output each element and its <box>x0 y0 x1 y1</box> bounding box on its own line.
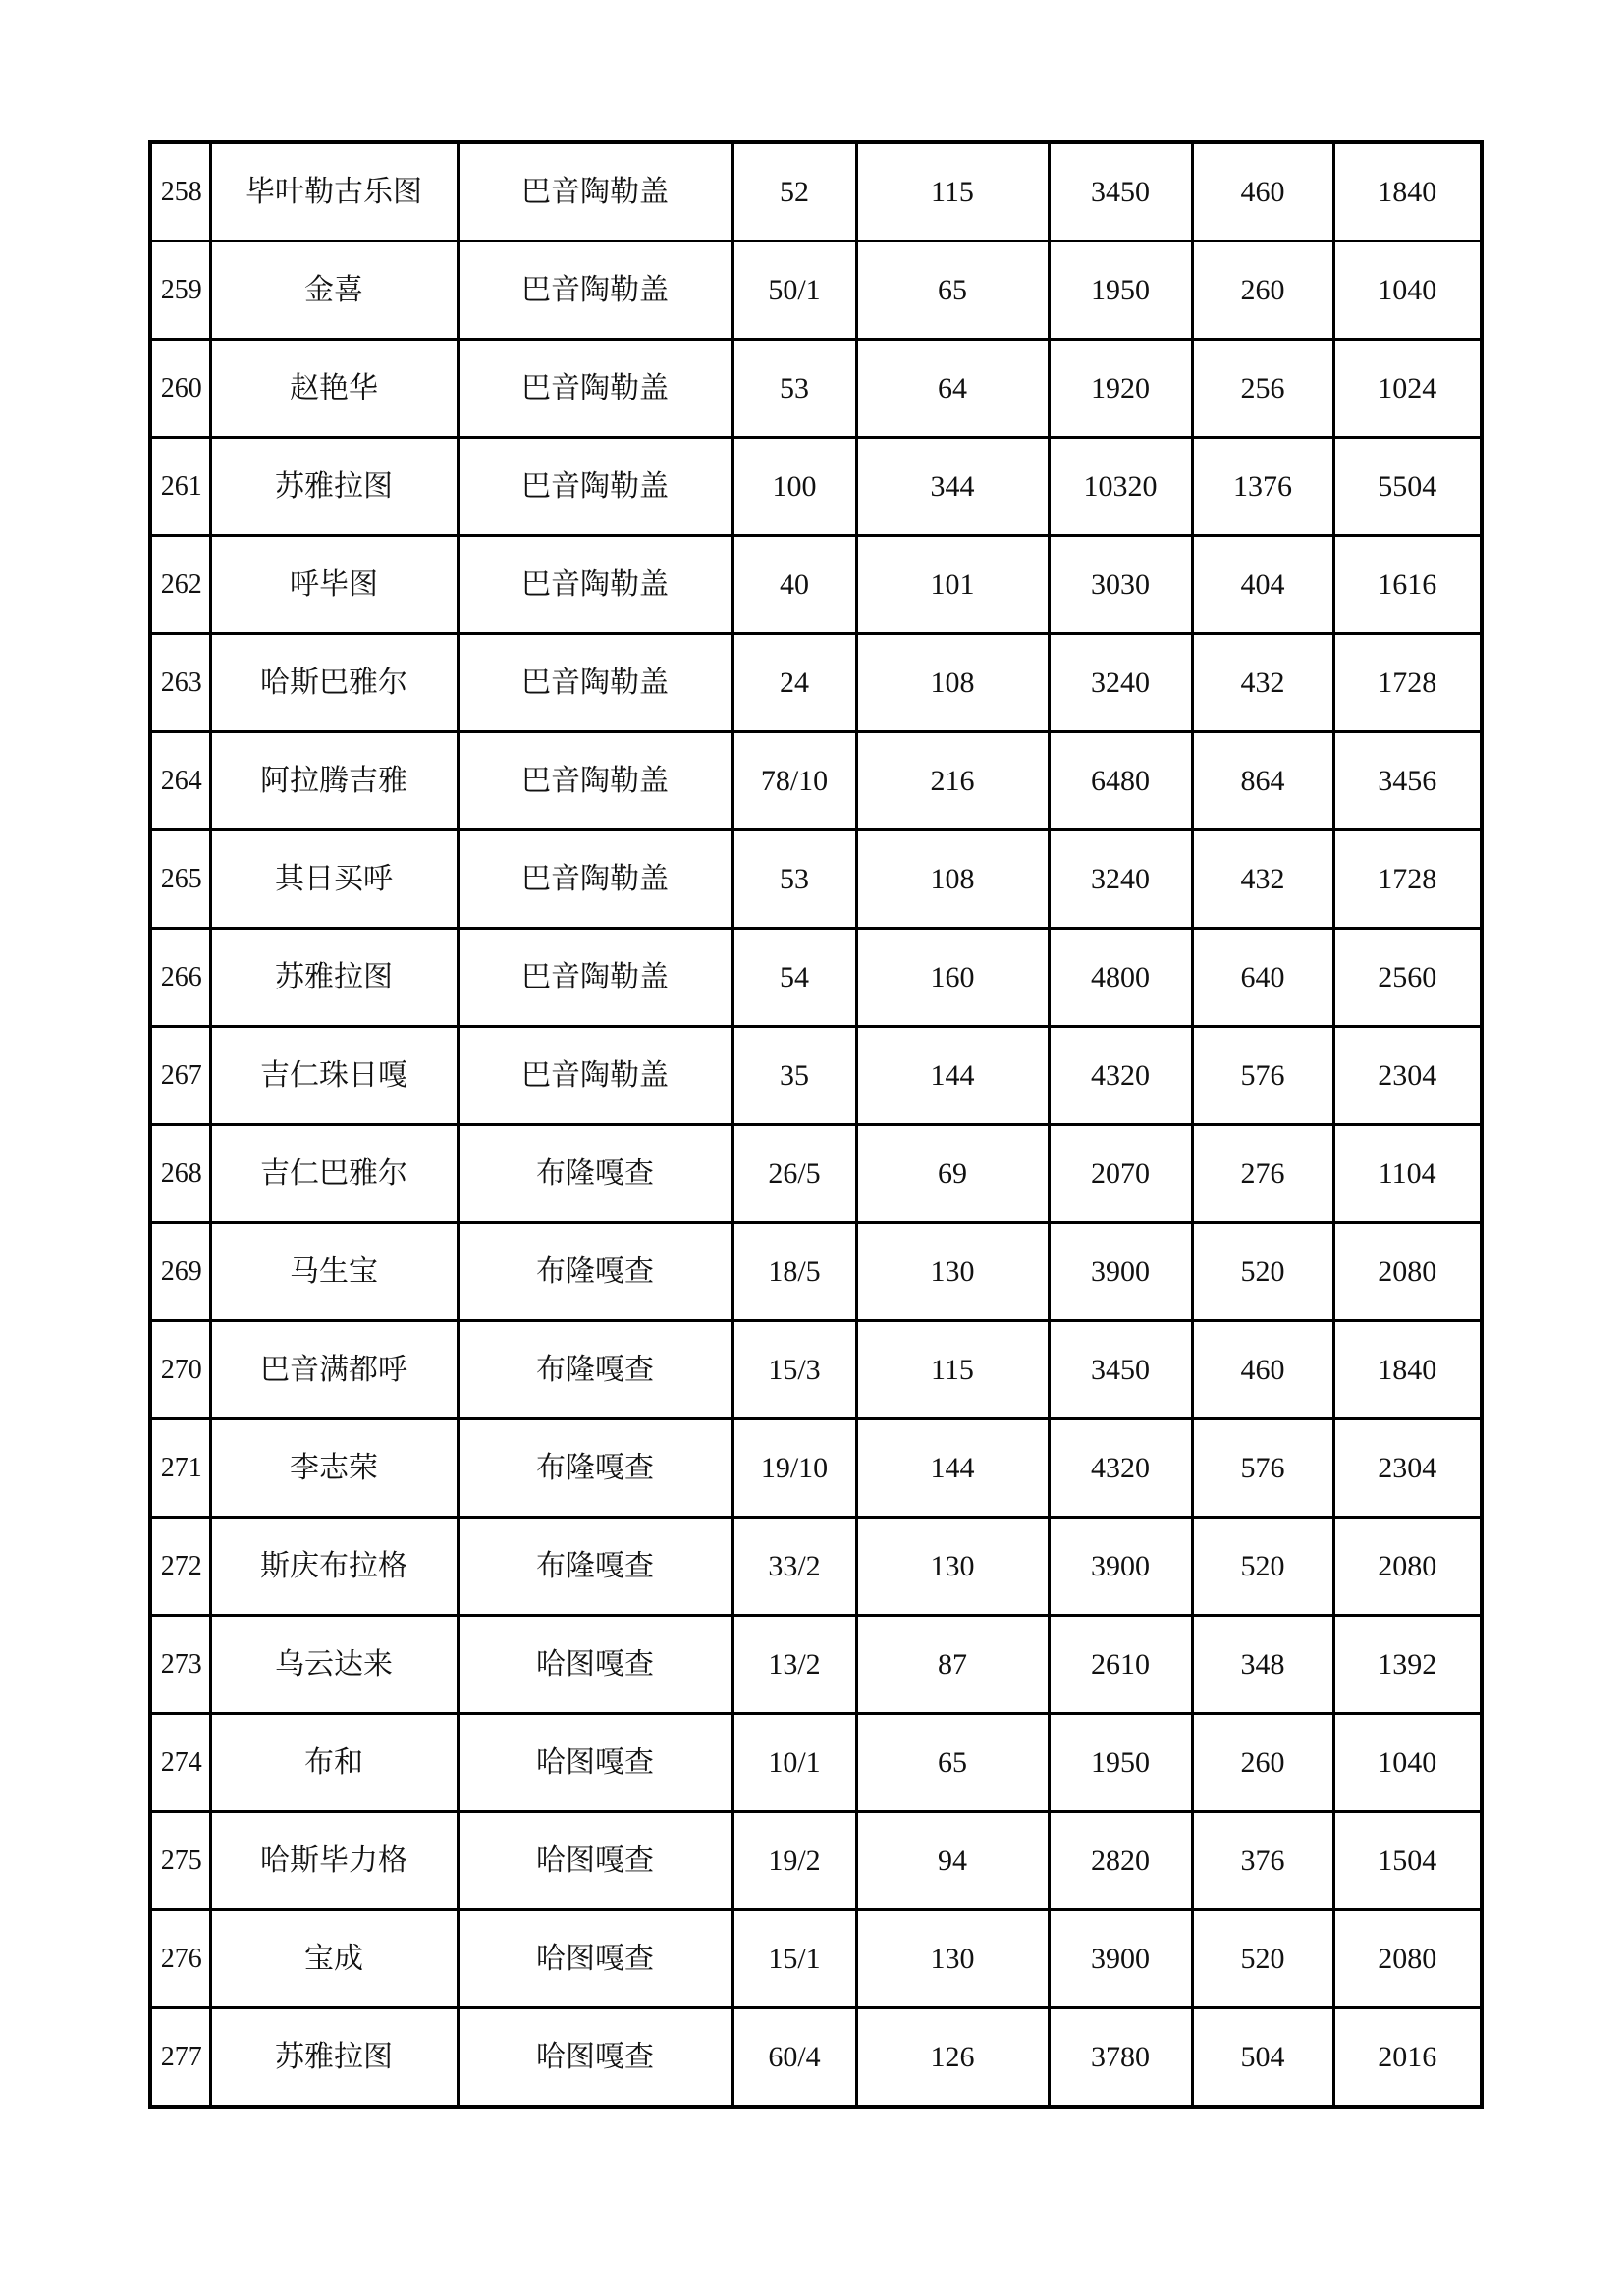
name-cell: 宝成 <box>210 1910 458 2008</box>
value-cell-4: 1840 <box>1333 142 1482 241</box>
place-cell: 布隆嘎查 <box>458 1518 732 1616</box>
row-number-cell: 263 <box>150 634 210 732</box>
value-cell-4: 1040 <box>1333 241 1482 340</box>
place-cell: 布隆嘎查 <box>458 1223 732 1321</box>
value-cell-3: 432 <box>1192 634 1333 732</box>
name-cell: 阿拉腾吉雅 <box>210 732 458 830</box>
name-cell: 吉仁珠日嘎 <box>210 1027 458 1125</box>
value-cell-2: 3240 <box>1049 830 1192 929</box>
row-number-cell: 259 <box>150 241 210 340</box>
name-cell: 吉仁巴雅尔 <box>210 1125 458 1223</box>
table-row <box>150 438 1482 536</box>
area-cell: 54 <box>732 929 856 1027</box>
value-cell-4: 1392 <box>1333 1616 1482 1714</box>
data-table <box>148 140 1484 2109</box>
area-cell: 19/2 <box>732 1812 856 1910</box>
value-cell-4: 1104 <box>1333 1125 1482 1223</box>
value-cell-3: 260 <box>1192 241 1333 340</box>
value-cell-3: 864 <box>1192 732 1333 830</box>
value-cell-1: 64 <box>856 340 1049 438</box>
table-row <box>150 1910 1482 2008</box>
value-cell-3: 376 <box>1192 1812 1333 1910</box>
value-cell-2: 3900 <box>1049 1910 1192 2008</box>
row-number-cell: 262 <box>150 536 210 634</box>
value-cell-4: 3456 <box>1333 732 1482 830</box>
table-row <box>150 1321 1482 1419</box>
table-row <box>150 2008 1482 2108</box>
table-row <box>150 929 1482 1027</box>
area-cell: 13/2 <box>732 1616 856 1714</box>
value-cell-2: 2070 <box>1049 1125 1192 1223</box>
place-cell: 巴音陶勒盖 <box>458 241 732 340</box>
table-row <box>150 634 1482 732</box>
row-number-cell: 260 <box>150 340 210 438</box>
value-cell-4: 2080 <box>1333 1910 1482 2008</box>
place-cell: 布隆嘎查 <box>458 1321 732 1419</box>
area-cell: 78/10 <box>732 732 856 830</box>
table-row <box>150 142 1482 241</box>
value-cell-1: 144 <box>856 1419 1049 1518</box>
area-cell: 53 <box>732 830 856 929</box>
area-cell: 19/10 <box>732 1419 856 1518</box>
table-row <box>150 1518 1482 1616</box>
place-cell: 哈图嘎查 <box>458 1910 732 2008</box>
table-row <box>150 1125 1482 1223</box>
place-cell: 巴音陶勒盖 <box>458 929 732 1027</box>
name-cell: 哈斯巴雅尔 <box>210 634 458 732</box>
place-cell: 巴音陶勒盖 <box>458 142 732 241</box>
area-cell: 26/5 <box>732 1125 856 1223</box>
value-cell-2: 3240 <box>1049 634 1192 732</box>
value-cell-2: 1950 <box>1049 1714 1192 1812</box>
table-row <box>150 1812 1482 1910</box>
place-cell: 哈图嘎查 <box>458 1812 732 1910</box>
value-cell-1: 65 <box>856 241 1049 340</box>
value-cell-4: 2080 <box>1333 1223 1482 1321</box>
row-number-cell: 274 <box>150 1714 210 1812</box>
value-cell-1: 115 <box>856 142 1049 241</box>
area-cell: 60/4 <box>732 2008 856 2108</box>
row-number-cell: 271 <box>150 1419 210 1518</box>
value-cell-2: 3900 <box>1049 1518 1192 1616</box>
value-cell-1: 130 <box>856 1910 1049 2008</box>
value-cell-1: 108 <box>856 634 1049 732</box>
name-cell: 金喜 <box>210 241 458 340</box>
place-cell: 巴音陶勒盖 <box>458 830 732 929</box>
value-cell-3: 640 <box>1192 929 1333 1027</box>
table-row <box>150 1223 1482 1321</box>
value-cell-2: 3030 <box>1049 536 1192 634</box>
value-cell-3: 404 <box>1192 536 1333 634</box>
value-cell-4: 1504 <box>1333 1812 1482 1910</box>
value-cell-2: 2610 <box>1049 1616 1192 1714</box>
value-cell-1: 87 <box>856 1616 1049 1714</box>
value-cell-3: 276 <box>1192 1125 1333 1223</box>
value-cell-1: 94 <box>856 1812 1049 1910</box>
place-cell: 巴音陶勒盖 <box>458 536 732 634</box>
name-cell: 苏雅拉图 <box>210 438 458 536</box>
value-cell-3: 460 <box>1192 1321 1333 1419</box>
value-cell-4: 2304 <box>1333 1027 1482 1125</box>
value-cell-1: 108 <box>856 830 1049 929</box>
value-cell-4: 2304 <box>1333 1419 1482 1518</box>
row-number-cell: 273 <box>150 1616 210 1714</box>
area-cell: 40 <box>732 536 856 634</box>
value-cell-2: 3900 <box>1049 1223 1192 1321</box>
value-cell-4: 1040 <box>1333 1714 1482 1812</box>
row-number-cell: 264 <box>150 732 210 830</box>
area-cell: 50/1 <box>732 241 856 340</box>
area-cell: 100 <box>732 438 856 536</box>
value-cell-2: 3780 <box>1049 2008 1192 2108</box>
value-cell-3: 256 <box>1192 340 1333 438</box>
value-cell-1: 144 <box>856 1027 1049 1125</box>
value-cell-4: 2560 <box>1333 929 1482 1027</box>
row-number-cell: 261 <box>150 438 210 536</box>
place-cell: 巴音陶勒盖 <box>458 732 732 830</box>
row-number-cell: 276 <box>150 1910 210 2008</box>
name-cell: 李志荣 <box>210 1419 458 1518</box>
value-cell-3: 432 <box>1192 830 1333 929</box>
value-cell-1: 160 <box>856 929 1049 1027</box>
row-number-cell: 267 <box>150 1027 210 1125</box>
value-cell-2: 1920 <box>1049 340 1192 438</box>
value-cell-3: 576 <box>1192 1419 1333 1518</box>
value-cell-3: 504 <box>1192 2008 1333 2108</box>
table-row <box>150 340 1482 438</box>
place-cell: 巴音陶勒盖 <box>458 1027 732 1125</box>
area-cell: 18/5 <box>732 1223 856 1321</box>
area-cell: 15/3 <box>732 1321 856 1419</box>
value-cell-3: 520 <box>1192 1518 1333 1616</box>
name-cell: 巴音满都呼 <box>210 1321 458 1419</box>
name-cell: 其日买呼 <box>210 830 458 929</box>
table-row <box>150 1419 1482 1518</box>
name-cell: 赵艳华 <box>210 340 458 438</box>
area-cell: 53 <box>732 340 856 438</box>
value-cell-1: 101 <box>856 536 1049 634</box>
value-cell-3: 1376 <box>1192 438 1333 536</box>
name-cell: 斯庆布拉格 <box>210 1518 458 1616</box>
value-cell-2: 2820 <box>1049 1812 1192 1910</box>
value-cell-2: 4320 <box>1049 1419 1192 1518</box>
value-cell-2: 3450 <box>1049 142 1192 241</box>
value-cell-2: 3450 <box>1049 1321 1192 1419</box>
place-cell: 巴音陶勒盖 <box>458 340 732 438</box>
table-row <box>150 536 1482 634</box>
value-cell-3: 260 <box>1192 1714 1333 1812</box>
row-number-cell: 272 <box>150 1518 210 1616</box>
area-cell: 15/1 <box>732 1910 856 2008</box>
value-cell-4: 1840 <box>1333 1321 1482 1419</box>
place-cell: 巴音陶勒盖 <box>458 634 732 732</box>
value-cell-4: 1024 <box>1333 340 1482 438</box>
value-cell-3: 520 <box>1192 1223 1333 1321</box>
row-number-cell: 269 <box>150 1223 210 1321</box>
value-cell-2: 4320 <box>1049 1027 1192 1125</box>
name-cell: 哈斯毕力格 <box>210 1812 458 1910</box>
value-cell-4: 1728 <box>1333 634 1482 732</box>
place-cell: 布隆嘎查 <box>458 1125 732 1223</box>
value-cell-2: 4800 <box>1049 929 1192 1027</box>
value-cell-3: 576 <box>1192 1027 1333 1125</box>
row-number-cell: 265 <box>150 830 210 929</box>
value-cell-1: 65 <box>856 1714 1049 1812</box>
row-number-cell: 275 <box>150 1812 210 1910</box>
row-number-cell: 270 <box>150 1321 210 1419</box>
value-cell-1: 126 <box>856 2008 1049 2108</box>
value-cell-4: 2080 <box>1333 1518 1482 1616</box>
name-cell: 乌云达来 <box>210 1616 458 1714</box>
value-cell-1: 69 <box>856 1125 1049 1223</box>
value-cell-1: 115 <box>856 1321 1049 1419</box>
area-cell: 10/1 <box>732 1714 856 1812</box>
name-cell: 布和 <box>210 1714 458 1812</box>
name-cell: 毕叶勒古乐图 <box>210 142 458 241</box>
value-cell-1: 130 <box>856 1223 1049 1321</box>
value-cell-4: 1728 <box>1333 830 1482 929</box>
value-cell-4: 2016 <box>1333 2008 1482 2108</box>
table-row <box>150 241 1482 340</box>
name-cell: 苏雅拉图 <box>210 2008 458 2108</box>
table-body <box>150 142 1482 2107</box>
area-cell: 24 <box>732 634 856 732</box>
name-cell: 马生宝 <box>210 1223 458 1321</box>
name-cell: 苏雅拉图 <box>210 929 458 1027</box>
place-cell: 哈图嘎查 <box>458 1616 732 1714</box>
place-cell: 哈图嘎查 <box>458 2008 732 2108</box>
row-number-cell: 268 <box>150 1125 210 1223</box>
value-cell-1: 216 <box>856 732 1049 830</box>
row-number-cell: 266 <box>150 929 210 1027</box>
value-cell-2: 6480 <box>1049 732 1192 830</box>
table-row <box>150 1714 1482 1812</box>
value-cell-3: 520 <box>1192 1910 1333 2008</box>
place-cell: 布隆嘎查 <box>458 1419 732 1518</box>
value-cell-2: 1950 <box>1049 241 1192 340</box>
row-number-cell: 258 <box>150 142 210 241</box>
value-cell-3: 460 <box>1192 142 1333 241</box>
value-cell-3: 348 <box>1192 1616 1333 1714</box>
value-cell-1: 130 <box>856 1518 1049 1616</box>
value-cell-1: 344 <box>856 438 1049 536</box>
place-cell: 哈图嘎查 <box>458 1714 732 1812</box>
value-cell-4: 1616 <box>1333 536 1482 634</box>
area-cell: 35 <box>732 1027 856 1125</box>
place-cell: 巴音陶勒盖 <box>458 438 732 536</box>
value-cell-2: 10320 <box>1049 438 1192 536</box>
table-row <box>150 732 1482 830</box>
value-cell-4: 5504 <box>1333 438 1482 536</box>
table-row <box>150 830 1482 929</box>
name-cell: 呼毕图 <box>210 536 458 634</box>
table-row <box>150 1616 1482 1714</box>
row-number-cell: 277 <box>150 2008 210 2108</box>
area-cell: 33/2 <box>732 1518 856 1616</box>
table-row <box>150 1027 1482 1125</box>
area-cell: 52 <box>732 142 856 241</box>
